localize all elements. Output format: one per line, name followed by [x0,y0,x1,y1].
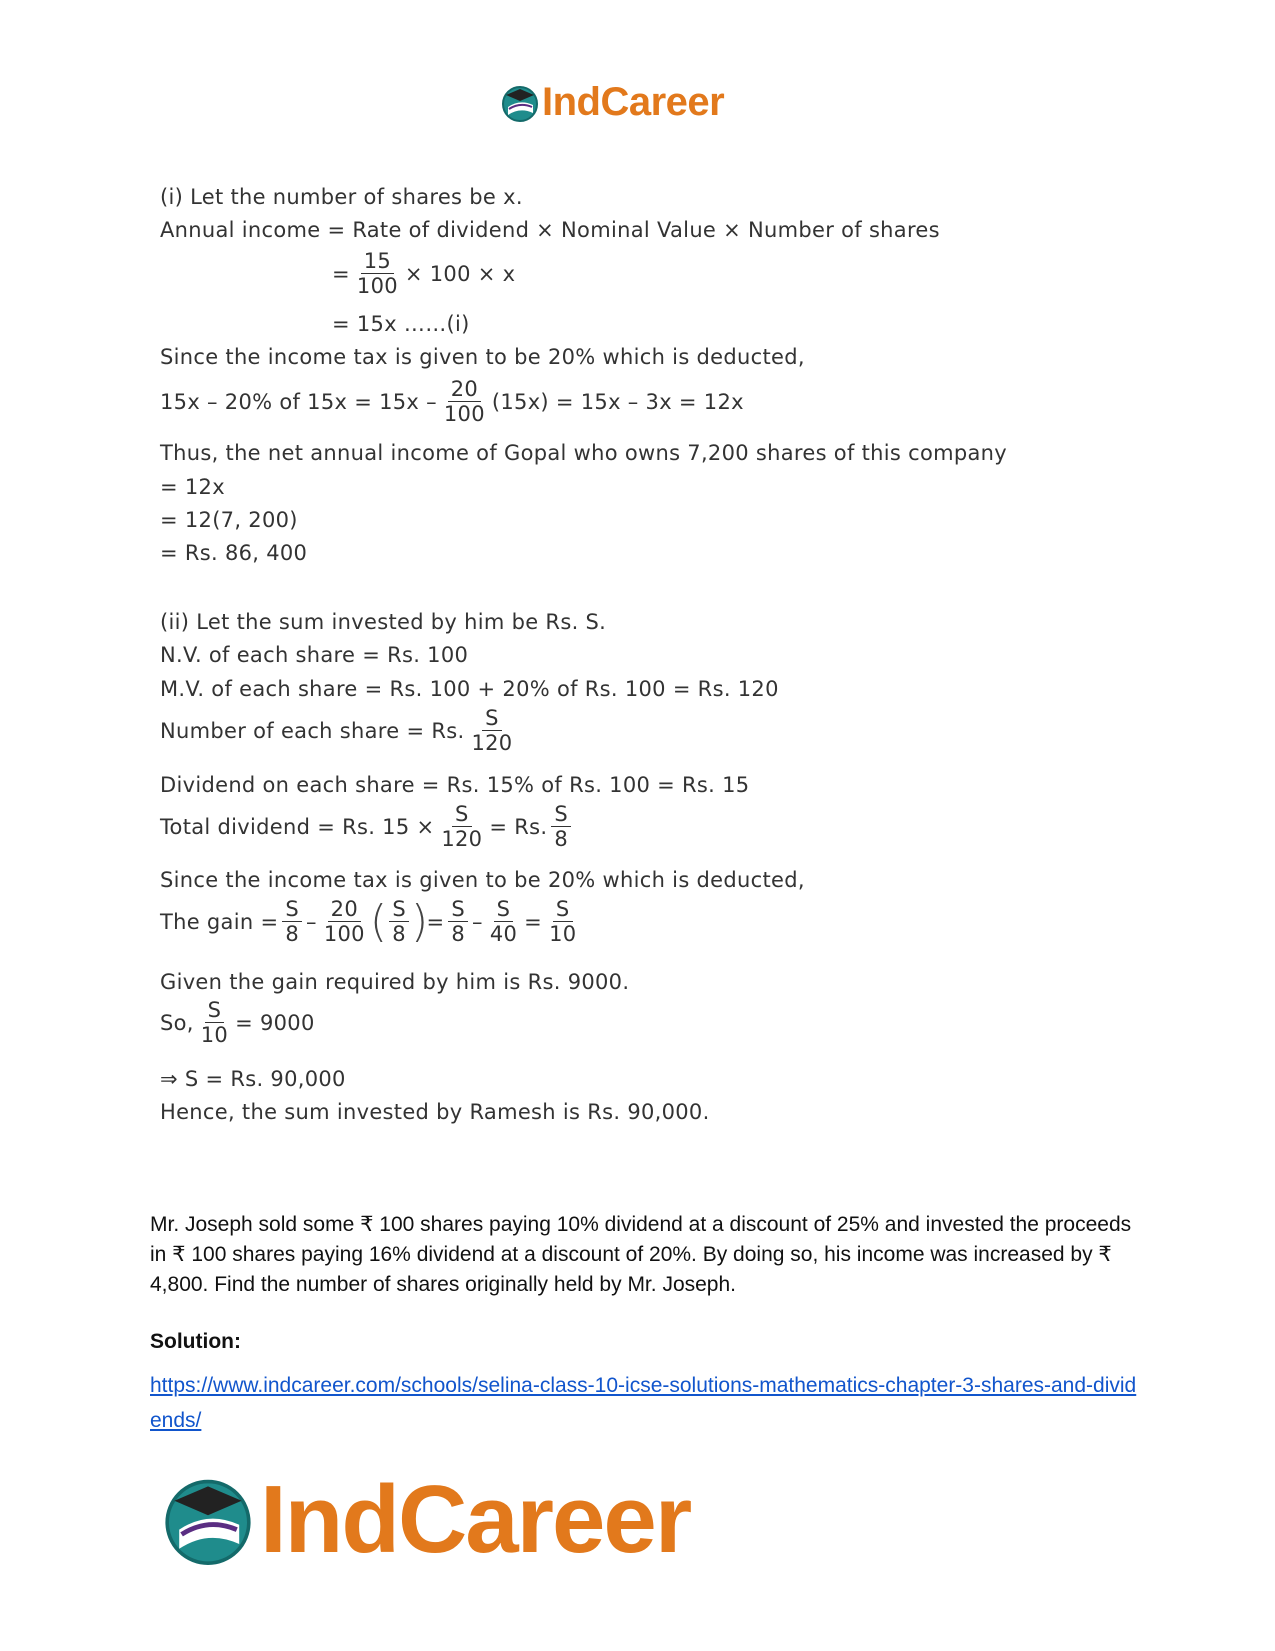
math-line [160,895,583,947]
denominator: 120 [471,731,513,756]
math-text: So, [160,1010,194,1035]
math-line: = 12x [160,475,225,499]
indcareer-globe-icon [160,1472,256,1568]
denominator: 8 [285,922,300,947]
math-line: (i) Let the number of shares be x. [160,185,523,209]
numerator: S [452,803,472,827]
math-line: Thus, the net annual income of Gopal who owns 7,200 shares of this company [160,441,1008,465]
solution-label: Solution: [150,1330,241,1353]
math-line: Hence, the sum invested by Ramesh is Rs. 90,000. [160,1100,710,1124]
paren: ) [410,895,429,947]
equals: = [524,909,543,934]
fraction [321,898,368,945]
numerator: S [551,803,571,827]
math-line [160,999,315,1046]
denominator: 100 [443,402,485,427]
math-line: (ii) Let the sum invested by him be Rs. S. [160,610,607,634]
math-text: The gain = [160,909,279,934]
math-text: = 9000 [235,1010,315,1035]
math-line: = Rs. 86, 400 [160,541,308,565]
math-text: × 100 × x [404,261,516,286]
denominator: 100 [356,274,398,299]
fraction [441,378,488,425]
fraction [389,898,409,945]
denominator: 100 [323,922,365,947]
math-text: Total dividend = Rs. 15 × [160,814,435,839]
math-line [160,378,744,425]
minus: – [306,909,317,934]
fraction [198,999,231,1046]
math-line: Annual income = Rate of dividend × Nominal Value × Number of shares [160,218,940,242]
indcareer-globe-icon [500,83,540,123]
numerator: S [282,898,302,922]
numerator: S [553,898,573,922]
math-line: = 15x ……(i) [332,312,470,336]
math-text: (15x) = 15x – 3x = 12x [491,389,744,414]
math-text: Number of each share = Rs. [160,718,465,743]
denominator: 40 [489,922,518,947]
math-line: Dividend on each share = Rs. 15% of Rs. 100 = Rs. 15 [160,773,750,797]
numerator: S [389,898,409,922]
brand-name: IndCareer [542,80,725,124]
fraction [468,707,515,754]
question-text: Mr. Joseph sold some ₹ 100 shares paying 10% dividend at a discount of 25% and invested the proceeds in ₹ 100 shares paying 16% dividend at a discount of 20%. By doing so, his income was increased by ₹ 4,800. Find the number of shares originally held by Mr. Joseph. [150,1213,1132,1296]
equals: = [332,261,350,286]
numerator: S [482,707,502,731]
denominator: 8 [392,922,406,947]
fraction [354,250,401,297]
minus: – [472,909,483,934]
brand-name: IndCareer [260,1466,691,1573]
fraction [282,898,302,945]
numerator: S [448,898,468,922]
numerator: 15 [361,250,394,274]
fraction [487,898,520,945]
math-line [332,250,515,297]
fraction [551,803,571,850]
denominator: 10 [200,1023,229,1048]
math-line [160,803,575,850]
math-line: N.V. of each share = Rs. 100 [160,643,469,667]
math-line: Since the income tax is given to be 20% which is deducted, [160,868,805,892]
logo-top [500,80,724,125]
math-line: ⇒ S = Rs. 90,000 [160,1067,346,1091]
paren: ( [369,895,388,947]
numerator: S [205,999,225,1023]
math-text: = Rs. [489,814,548,839]
math-line: Given the gain required by him is Rs. 9000. [160,970,630,994]
denominator: 8 [451,922,466,947]
denominator: 8 [554,827,568,852]
numerator: 20 [448,378,481,402]
math-line: = 12(7, 200) [160,508,298,532]
math-line: M.V. of each share = Rs. 100 + 20% of Rs. 100 = Rs. 120 [160,677,779,701]
numerator: 20 [328,898,361,922]
denominator: 10 [549,922,577,947]
fraction [448,898,468,945]
denominator: 120 [441,827,483,852]
fraction [438,803,485,850]
numerator: S [494,898,514,922]
solution-link[interactable]: https://www.indcareer.com/schools/selina-class-10-icse-solutions-mathematics-chapter-3-shares-and-dividends/ [150,1374,1137,1432]
math-text: 15x – 20% of 15x = 15x – [160,389,437,414]
logo-bottom [160,1465,690,1575]
fraction [546,898,579,945]
equals: = [426,909,445,934]
math-line: Since the income tax is given to be 20% which is deducted, [160,345,805,369]
math-line [160,707,519,754]
